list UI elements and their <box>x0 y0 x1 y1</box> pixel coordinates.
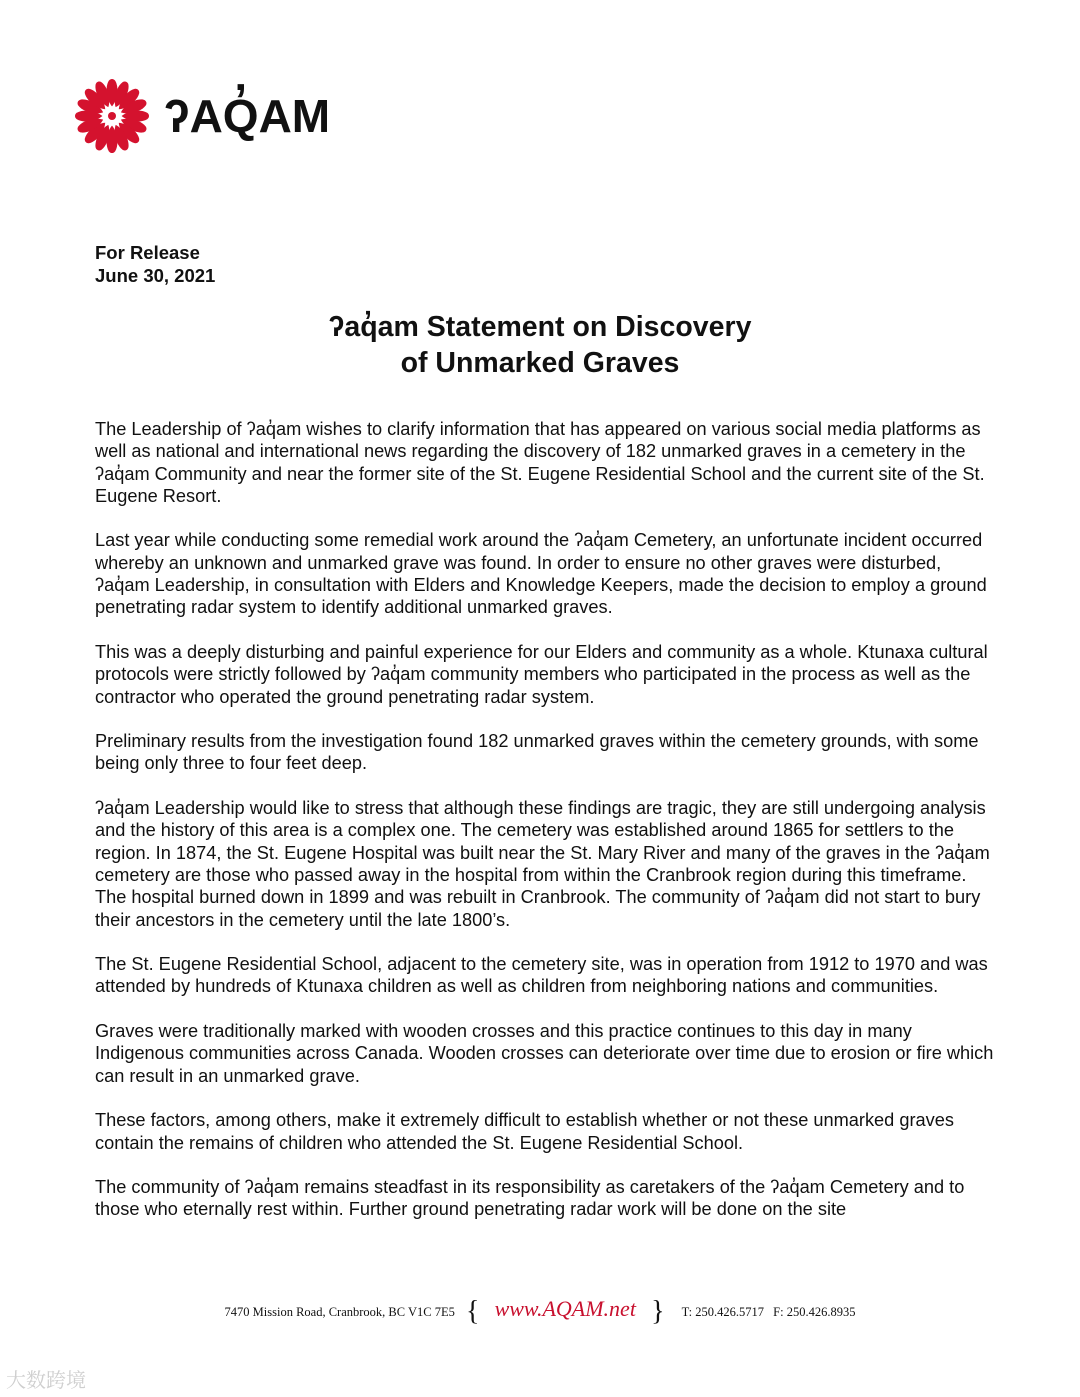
footer-brace-open: { <box>466 1296 480 1327</box>
paragraph: Last year while conducting some remedial work around the ʔaq̓am Cemetery, an unfortunate incident occurred whereby an unknown and unmarked grave was found. In order to ensure no other graves were disturbed, ʔaq̓am Leadership, in consultation with Elders and Knowledge Keepers, made the decision to employ a ground penetrating radar system to identify additional unmarked graves. <box>95 530 987 618</box>
footer-website-link[interactable]: www.AQAM.net <box>494 1296 636 1321</box>
statement-body <box>95 418 995 1243</box>
watermark-text: 大数跨境 <box>6 1368 86 1392</box>
paragraph: The Leadership of ʔaq̓am wishes to clarify information that has appeared on various social media platforms as well as national and international news regarding the discovery of 182 unmarked graves in a cemetery in the ʔaq̓am Community and near the former site of the St. Eugene Residential School and the current site of the St. Eugene Resort. <box>95 419 985 506</box>
logo-wordmark: ʔAQ̓AM <box>164 90 331 142</box>
title-line-1: ʔaq̓am Statement on Discovery <box>328 311 752 343</box>
organization-logo <box>72 76 330 156</box>
footer-address: 7470 Mission Road, Cranbrook, BC V1C 7E5 <box>224 1305 455 1319</box>
footer-contact <box>0 1296 1080 1328</box>
paragraph: This was a deeply disturbing and painful experience for our Elders and community as a whole. Ktunaxa cultural protocols were strictly followed by ʔaq̓am community members who participated in the process as well as the contractor who operated the ground penetrating radar system. <box>95 641 988 707</box>
footer-fax: F: 250.426.8935 <box>773 1305 856 1319</box>
footer-phone: T: 250.426.5717 <box>681 1305 765 1319</box>
paragraph: The St. Eugene Residential School, adjacent to the cemetery site, was in operation from 1912 to 1970 and was attended by hundreds of Ktunaxa children as well as children from neighboring nations and communities. <box>95 954 988 997</box>
release-info <box>95 241 215 287</box>
watermark <box>6 1364 86 1393</box>
flower-logo-icon <box>72 76 152 156</box>
paragraph: These factors, among others, make it extremely difficult to establish whether or not these unmarked graves contain the remains of children who attended the St. Eugene Residential School. <box>95 1110 954 1153</box>
release-date: June 30, 2021 <box>95 265 216 286</box>
paragraph: The community of ʔaq̓am remains steadfast in its responsibility as caretakers of the ʔaq̓am Cemetery and to those who eternally rest within. Further ground penetrating radar work will be done on the site <box>95 1177 965 1220</box>
paragraph: Preliminary results from the investigation found 182 unmarked graves within the cemetery grounds, with some being only three to four feet deep. <box>95 731 979 774</box>
footer-brace-close: } <box>651 1296 665 1327</box>
paragraph: ʔaq̓am Leadership would like to stress that although these findings are tragic, they are still undergoing analysis and the history of this area is a complex one. The cemetery was established around 1865 for settlers to the region. In 1874, the St. Eugene Hospital was built near the St. Mary River and many of the graves in the ʔaq̓am cemetery are those who passed away in the hospital from within the Cranbrook region during this timeframe. The hospital burned down in 1899 and was rebuilt in Cranbrook. The community of ʔaq̓am did not start to bury their ancestors in the cemetery until the late 1800’s. <box>95 798 990 930</box>
release-label: For Release <box>95 242 200 263</box>
title-line-2: of Unmarked Graves <box>400 347 680 379</box>
page-title <box>0 309 1080 381</box>
paragraph: Graves were traditionally marked with wooden crosses and this practice continues to this day in many Indigenous communities across Canada. Wooden crosses can deteriorate over time due to erosion or fire which can result in an unmarked grave. <box>95 1021 994 1086</box>
